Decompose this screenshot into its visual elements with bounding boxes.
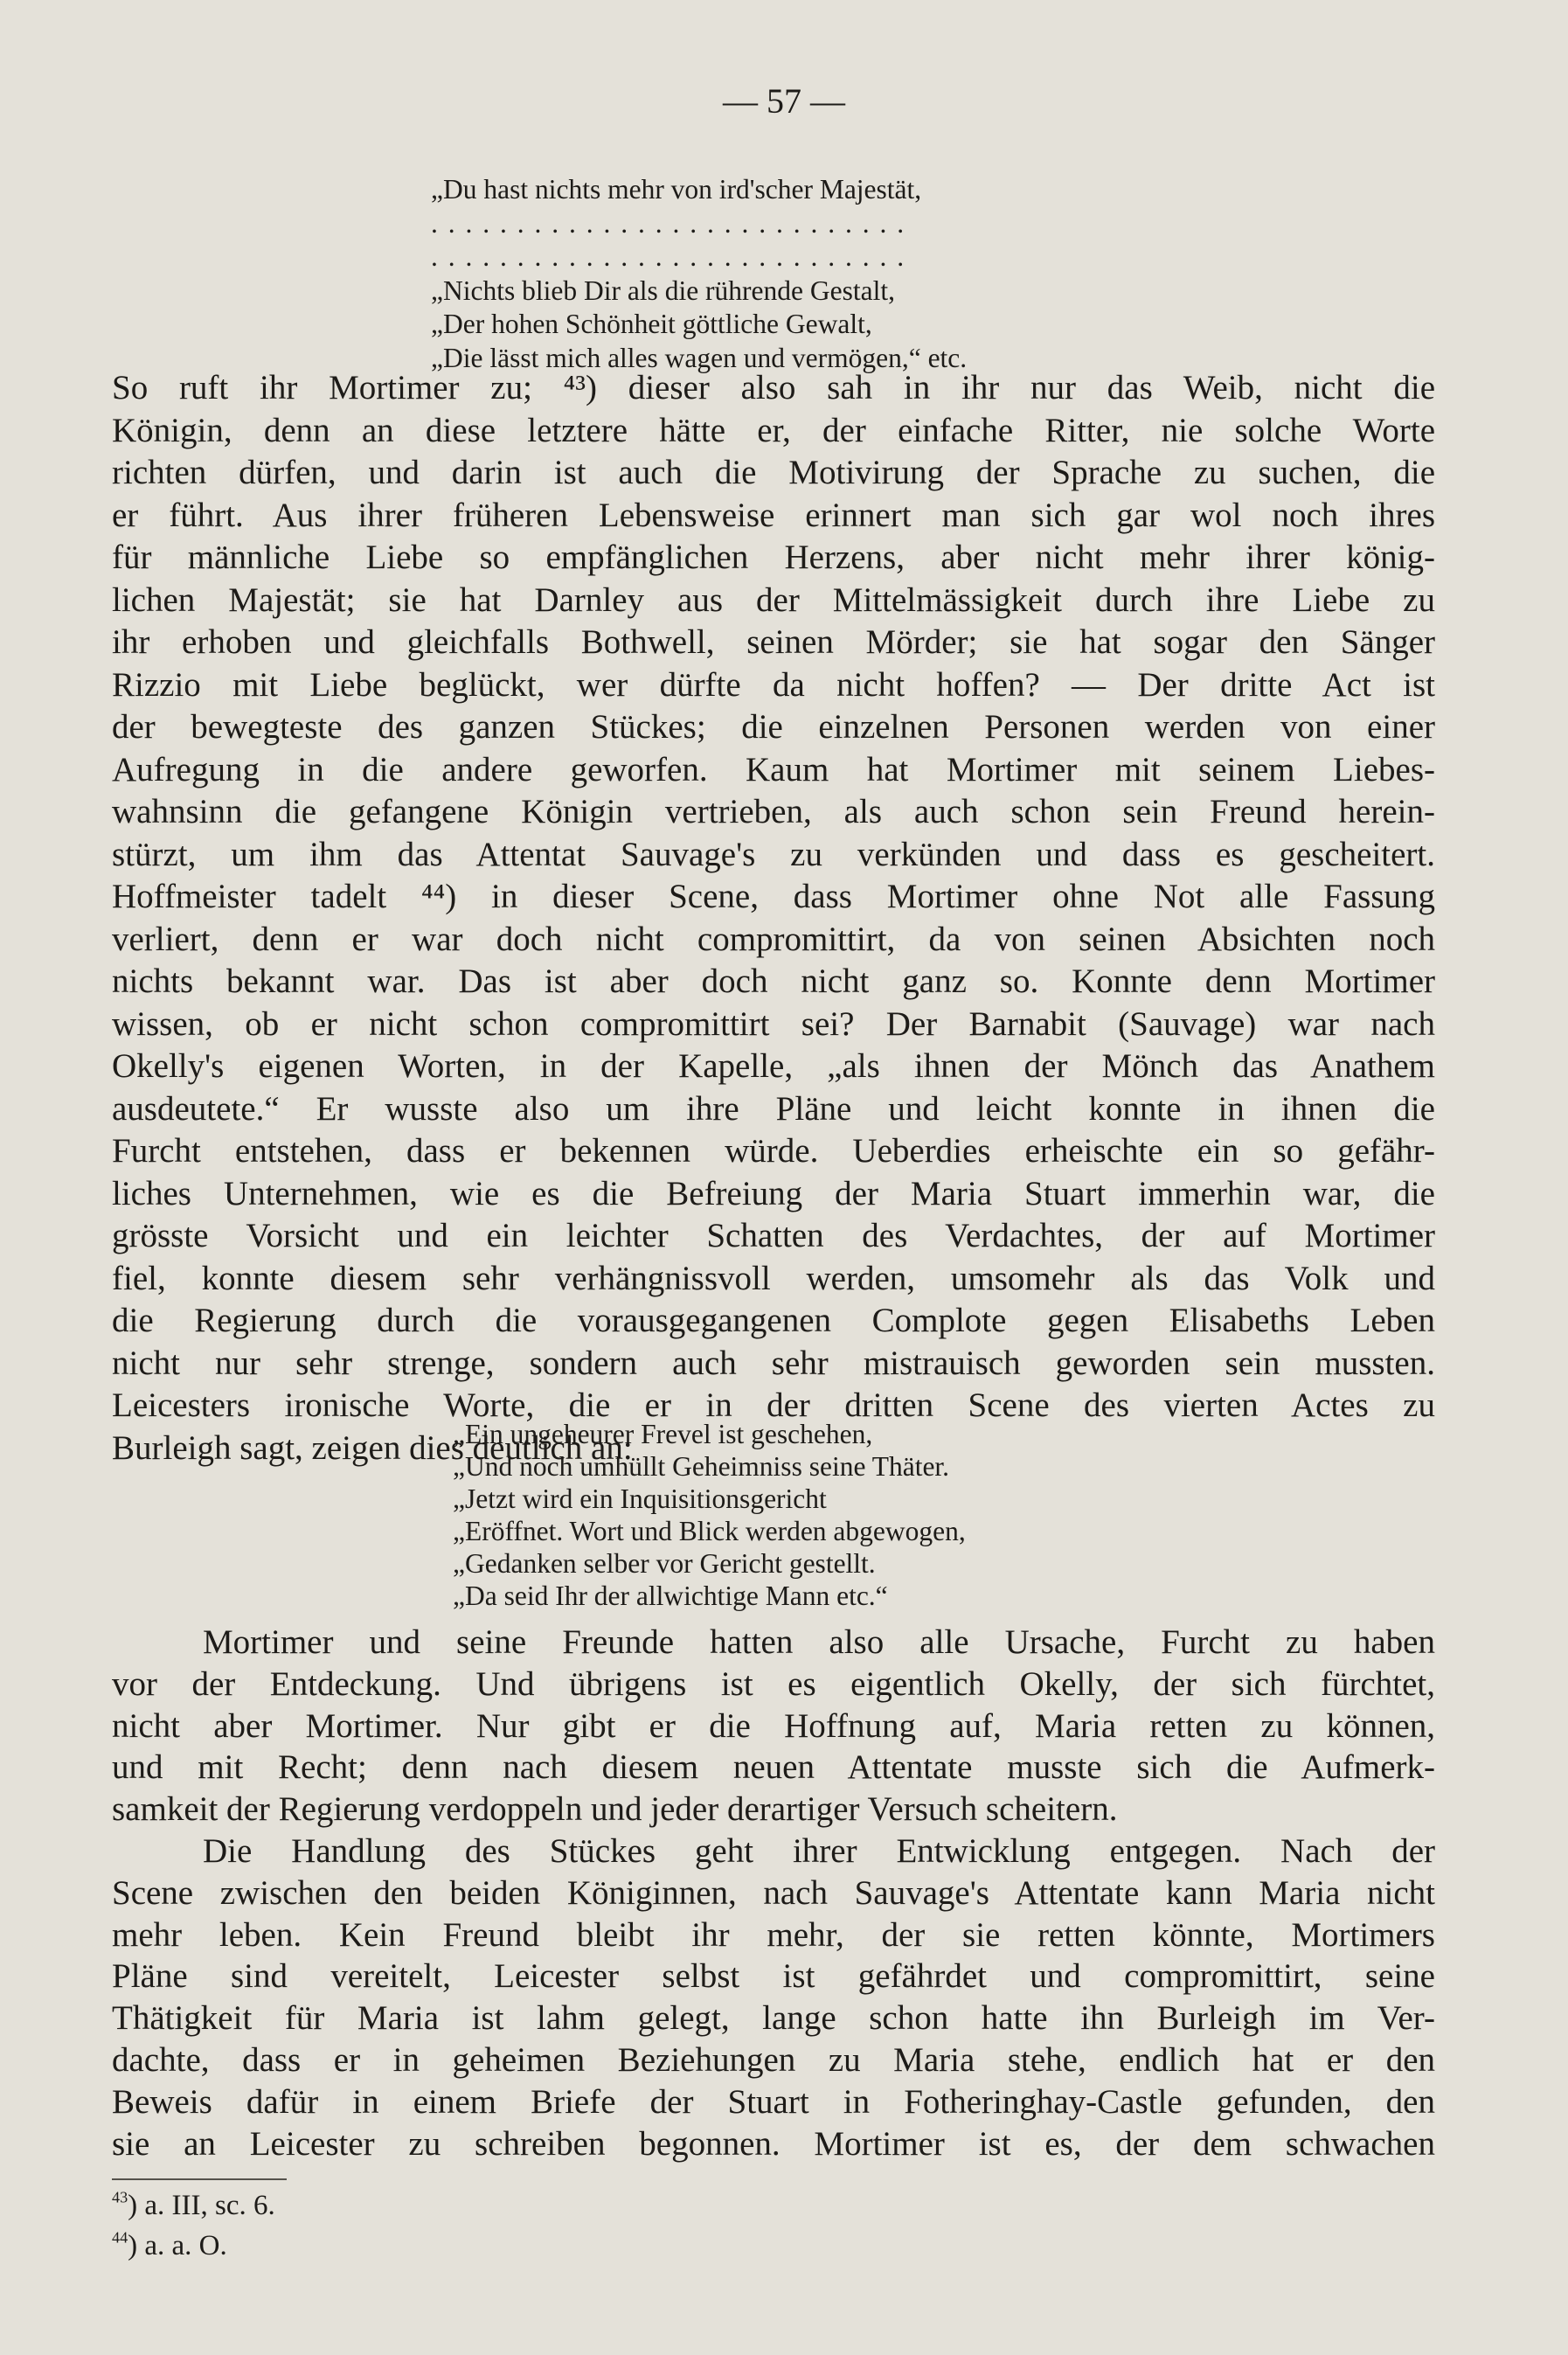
prose-paragraph-2 [112,1622,1435,2164]
verse-line: „Und noch umhüllt Geheimniss seine Thäter. [453,1451,950,1482]
footnote-divider [112,2178,287,2180]
text-line: nicht aber Mortimer. Nur gibt er die Hoffnung auf, Maria retten zu können, [112,1706,1435,1745]
text-line: richten dürfen, und darin ist auch die Motivirung der Sprache zu suchen, die [112,454,1435,491]
text-line: So ruft ihr Mortimer zu; ⁴³) dieser also sah in ihr nur das Weib, nicht die [112,369,1435,406]
text-line: die Regierung durch die vorausgegangenen Complote gegen Elisabeths Leben [112,1302,1435,1339]
footnote-marker: 43 [112,2188,128,2206]
text-line: Mortimer und seine Freunde hatten also alle Ursache, Furcht zu haben [203,1623,1435,1661]
text-line: Die Handlung des Stückes geht ihrer Entwicklung entgegen. Nach der [203,1831,1435,1870]
text-line: wissen, ob er nicht schon compromittirt sei? Der Barnabit (Sauvage) war nach [112,1004,1435,1043]
text-line: der bewegteste des ganzen Stückes; die einzelnen Personen werden von einer [112,708,1435,746]
text-line: Furcht entstehen, dass er bekennen würde. Ueberdies erheischte ein so gefähr- [112,1132,1435,1170]
text-line: lichen Majestät; sie hat Darnley aus der Mittelmässigkeit durch ihre Liebe zu [112,580,1435,619]
text-line: Thätigkeit für Maria ist lahm gelegt, lange schon hatte ihn Burleigh im Ver- [112,1999,1435,2038]
ellipsis-line: . . . . . . . . . . . . . . . . . . . . . . . . . . . . [431,241,906,272]
verse-line: „Da seid Ihr der allwichtige Mann etc.“ [453,1580,888,1611]
verse-quote-2 [453,1418,966,1612]
text-line: ausdeutete.“ Er wusste also um ihre Pläne und leicht konnte in ihnen die [112,1089,1435,1128]
text-line: vor der Entdeckung. Und übrigens ist es eigentlich Okelly, der sich fürchtet, [112,1664,1435,1703]
text-line: Königin, denn an diese letztere hätte er, der einfache Ritter, nie solche Worte [112,411,1435,449]
text-line: grösste Vorsicht und ein leichter Schatten des Verdachtes, der auf Mortimer [112,1217,1435,1254]
page-number: — 57 — [723,81,845,121]
text-line: sie an Leicester zu schreiben begonnen. Mortimer ist es, der dem schwachen [112,2124,1435,2163]
text-line: und mit Recht; denn nach diesem neuen Attentate musste sich die Aufmerk- [112,1748,1435,1787]
text-line: Leicesters ironische Worte, die er in der dritten Scene des vierten Actes zu [112,1386,1435,1424]
prose-paragraph-1 [112,367,1435,1469]
text-line: Scene zwischen den beiden Königinnen, nach Sauvage's Attentate kann Maria nicht [112,1873,1435,1912]
footnote-marker: 44 [112,2228,128,2247]
verse-line: „Die lässt mich alles wagen und vermögen,“ etc. [431,342,968,373]
footnotes [112,2185,275,2266]
text-line: Rizzio mit Liebe beglückt, wer dürfte da nicht hoffen? — Der dritte Act ist [112,665,1435,704]
footnote-text: ) a. III, sc. 6. [128,2190,275,2221]
text-line: wahnsinn die gefangene Königin vertrieben, als auch schon sein Freund herein- [112,793,1435,830]
text-line: für männliche Liebe so empfänglichen Herzens, aber nicht mehr ihrer könig- [112,538,1435,576]
text-line: Okelly's eigenen Worten, in der Kapelle, „als ihnen der Mönch das Anathem [112,1047,1435,1085]
text-line: nichts bekannt war. Das ist aber doch nicht ganz so. Konnte denn Mortimer [112,962,1435,1000]
text-line: Aufregung in die andere geworfen. Kaum hat Mortimer mit seinem Liebes- [112,750,1435,788]
verse-line: „Eröffnet. Wort und Blick werden abgewogen, [453,1516,966,1546]
verse-line: „Nichts blieb Dir als die rührende Gestalt, [431,274,895,306]
text-line: liches Unternehmen, wie es die Befreiung der Maria Stuart immerhin war, die [112,1174,1435,1212]
verse-line: „Der hohen Schönheit göttliche Gewalt, [431,309,872,339]
text-line: verliert, denn er war doch nicht compromittirt, da von seinen Absichten noch [112,920,1435,958]
text-line: mehr leben. Kein Freund bleibt ihr mehr, der sie retten könnte, Mortimers [112,1915,1435,1954]
verse-line: „Du hast nichts mehr von ird'scher Majestät, [431,174,922,205]
ellipsis-line: . . . . . . . . . . . . . . . . . . . . . . . . . . . . [431,207,906,239]
verse-line: „Ein ungeheurer Frevel ist geschehen, [453,1419,873,1449]
verse-quote-1 [431,173,967,375]
verse-line: „Gedanken selber vor Gericht gestellt. [453,1548,876,1579]
text-line: fiel, konnte diesem sehr verhängnissvoll werden, umsomehr als das Volk und [112,1259,1435,1297]
verse-line: „Jetzt wird ein Inquisitionsgericht [453,1483,827,1514]
text-line: samkeit der Regierung verdoppeln und jeder derartiger Versuch scheitern. [112,1790,1118,1829]
text-line: er führt. Aus ihrer früheren Lebensweise erinnert man sich gar wol noch ihres [112,496,1435,534]
text-line: stürzt, um ihm das Attentat Sauvage's zu verkünden und dass es gescheitert. [112,835,1435,873]
footnote-43 [112,2185,275,2226]
text-line: Burleigh sagt, zeigen dies deutlich an: [112,1428,633,1467]
text-line: nicht nur sehr strenge, sondern auch sehr mistrauisch geworden sein mussten. [112,1344,1435,1382]
footnote-44 [112,2226,275,2266]
text-line: dachte, dass er in geheimen Beziehungen zu Maria stehe, endlich hat er den [112,2040,1435,2079]
footnote-text: ) a. a. O. [128,2230,227,2261]
text-line: Hoffmeister tadelt ⁴⁴) in dieser Scene, dass Mortimer ohne Not alle Fassung [112,878,1435,915]
text-line: ihr erhoben und gleichfalls Bothwell, seinen Mörder; sie hat sogar den Sänger [112,623,1435,661]
text-line: Pläne sind vereitelt, Leicester selbst ist gefährdet und compromittirt, seine [112,1957,1435,1996]
text-line: Beweis dafür in einem Briefe der Stuart in Fotheringhay-Castle gefunden, den [112,2082,1435,2121]
